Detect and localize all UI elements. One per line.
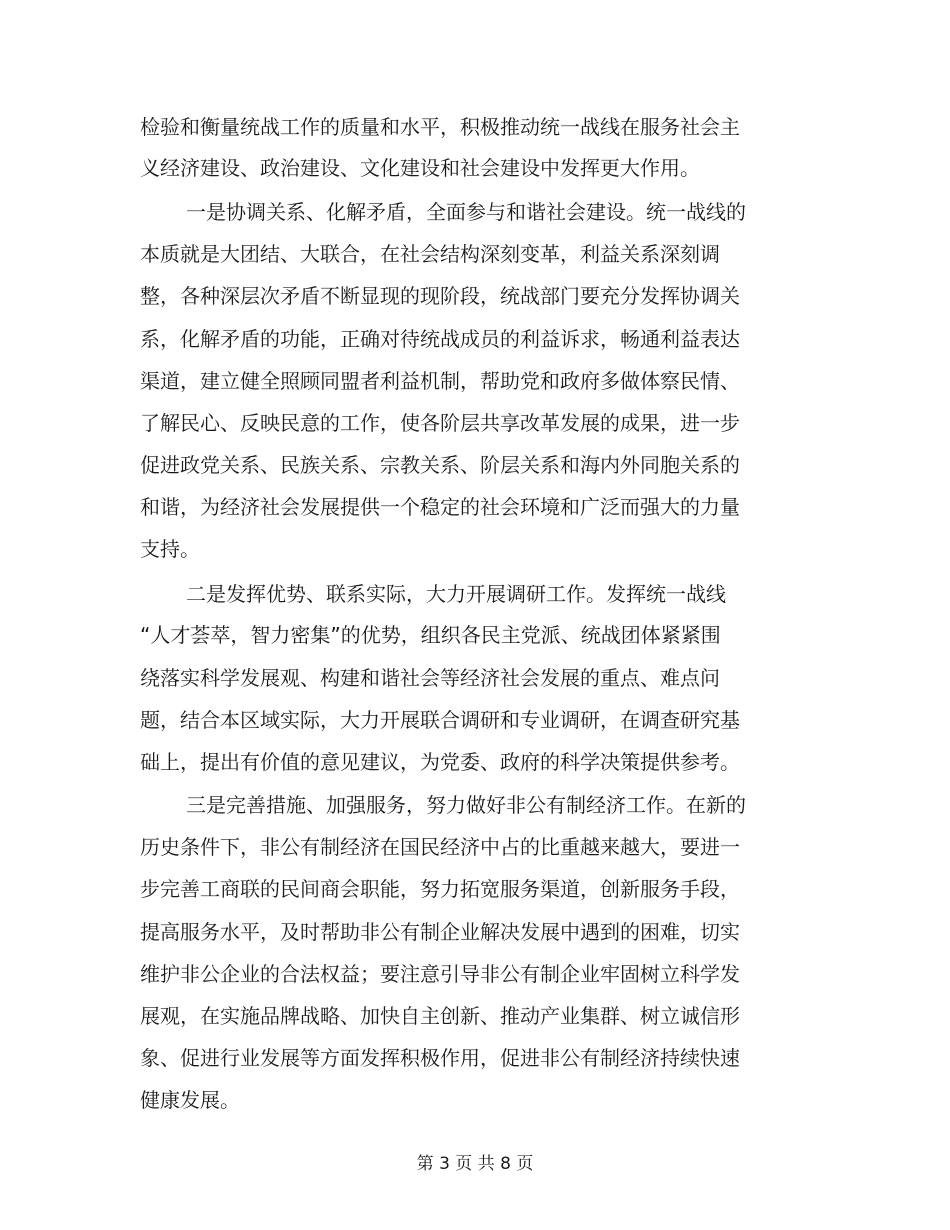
text-line: 题，结合本区域实际，大力开展联合调研和专业调研，在调查研究基	[140, 708, 740, 732]
text-line: “人才荟萃，智力密集”的优势，组织各民主党派、统战团体紧紧围	[140, 623, 721, 647]
page-number-footer: 第 3 页 共 8 页	[416, 1154, 534, 1174]
text-line: 整，各种深层次矛盾不断显现的现阶段，统战部门要充分发挥协调关	[140, 284, 740, 308]
text-line: 健康发展。	[140, 1088, 240, 1112]
text-line: 象、促进行业发展等方面发挥积极作用，促进非公有制经济持续快速	[140, 1046, 740, 1070]
text-line: 维护非公企业的合法权益；要注意引导非公有制企业牢固树立科学发	[140, 962, 740, 986]
text-line: 促进政党关系、民族关系、宗教关系、阶层关系和海内外同胞关系的	[140, 453, 740, 477]
text-line: 历史条件下，非公有制经济在国民经济中占的比重越来越大，要进一	[140, 835, 740, 859]
text-line: 渠道，建立健全照顾同盟者利益机制，帮助党和政府多做体察民情、	[140, 369, 740, 393]
text-line: 绕落实科学发展观、构建和谐社会等经济社会发展的重点、难点问	[140, 666, 720, 690]
text-line: 了解民心、反映民意的工作，使各阶层共享改革发展的成果，进一步	[140, 411, 740, 435]
paragraph-2-first-line: 二是发挥优势、联系实际，大力开展调研工作。发挥统一战线	[186, 582, 726, 606]
text-line: 础上，提出有价值的意见建议，为党委、政府的科学决策提供参考。	[140, 750, 740, 774]
text-line: 本质就是大团结、大联合，在社会结构深刻变革，利益关系深刻调	[140, 242, 720, 266]
text-line: 检验和衡量统战工作的质量和水平，积极推动统一战线在服务社会主	[140, 115, 740, 139]
paragraph-1-first-line: 一是协调关系、化解矛盾，全面参与和谐社会建设。统一战线的	[186, 200, 746, 224]
text-line: 步完善工商联的民间商会职能，努力拓宽服务渠道，创新服务手段，	[140, 877, 740, 901]
text-line: 和谐，为经济社会发展提供一个稳定的社会环境和广泛而强大的力量	[140, 495, 740, 519]
paragraph-3-first-line: 三是完善措施、加强服务，努力做好非公有制经济工作。在新的	[186, 793, 746, 817]
text-line: 支持。	[140, 537, 200, 561]
text-line: 义经济建设、政治建设、文化建设和社会建设中发挥更大作用。	[140, 156, 700, 180]
text-line: 系，化解矛盾的功能，正确对待统战成员的利益诉求，畅通利益表达	[140, 327, 740, 351]
text-line: 提高服务水平，及时帮助非公有制企业解决发展中遇到的困难，切实	[140, 920, 740, 944]
text-line: 展观，在实施品牌战略、加快自主创新、推动产业集群、树立诚信形	[140, 1004, 740, 1028]
